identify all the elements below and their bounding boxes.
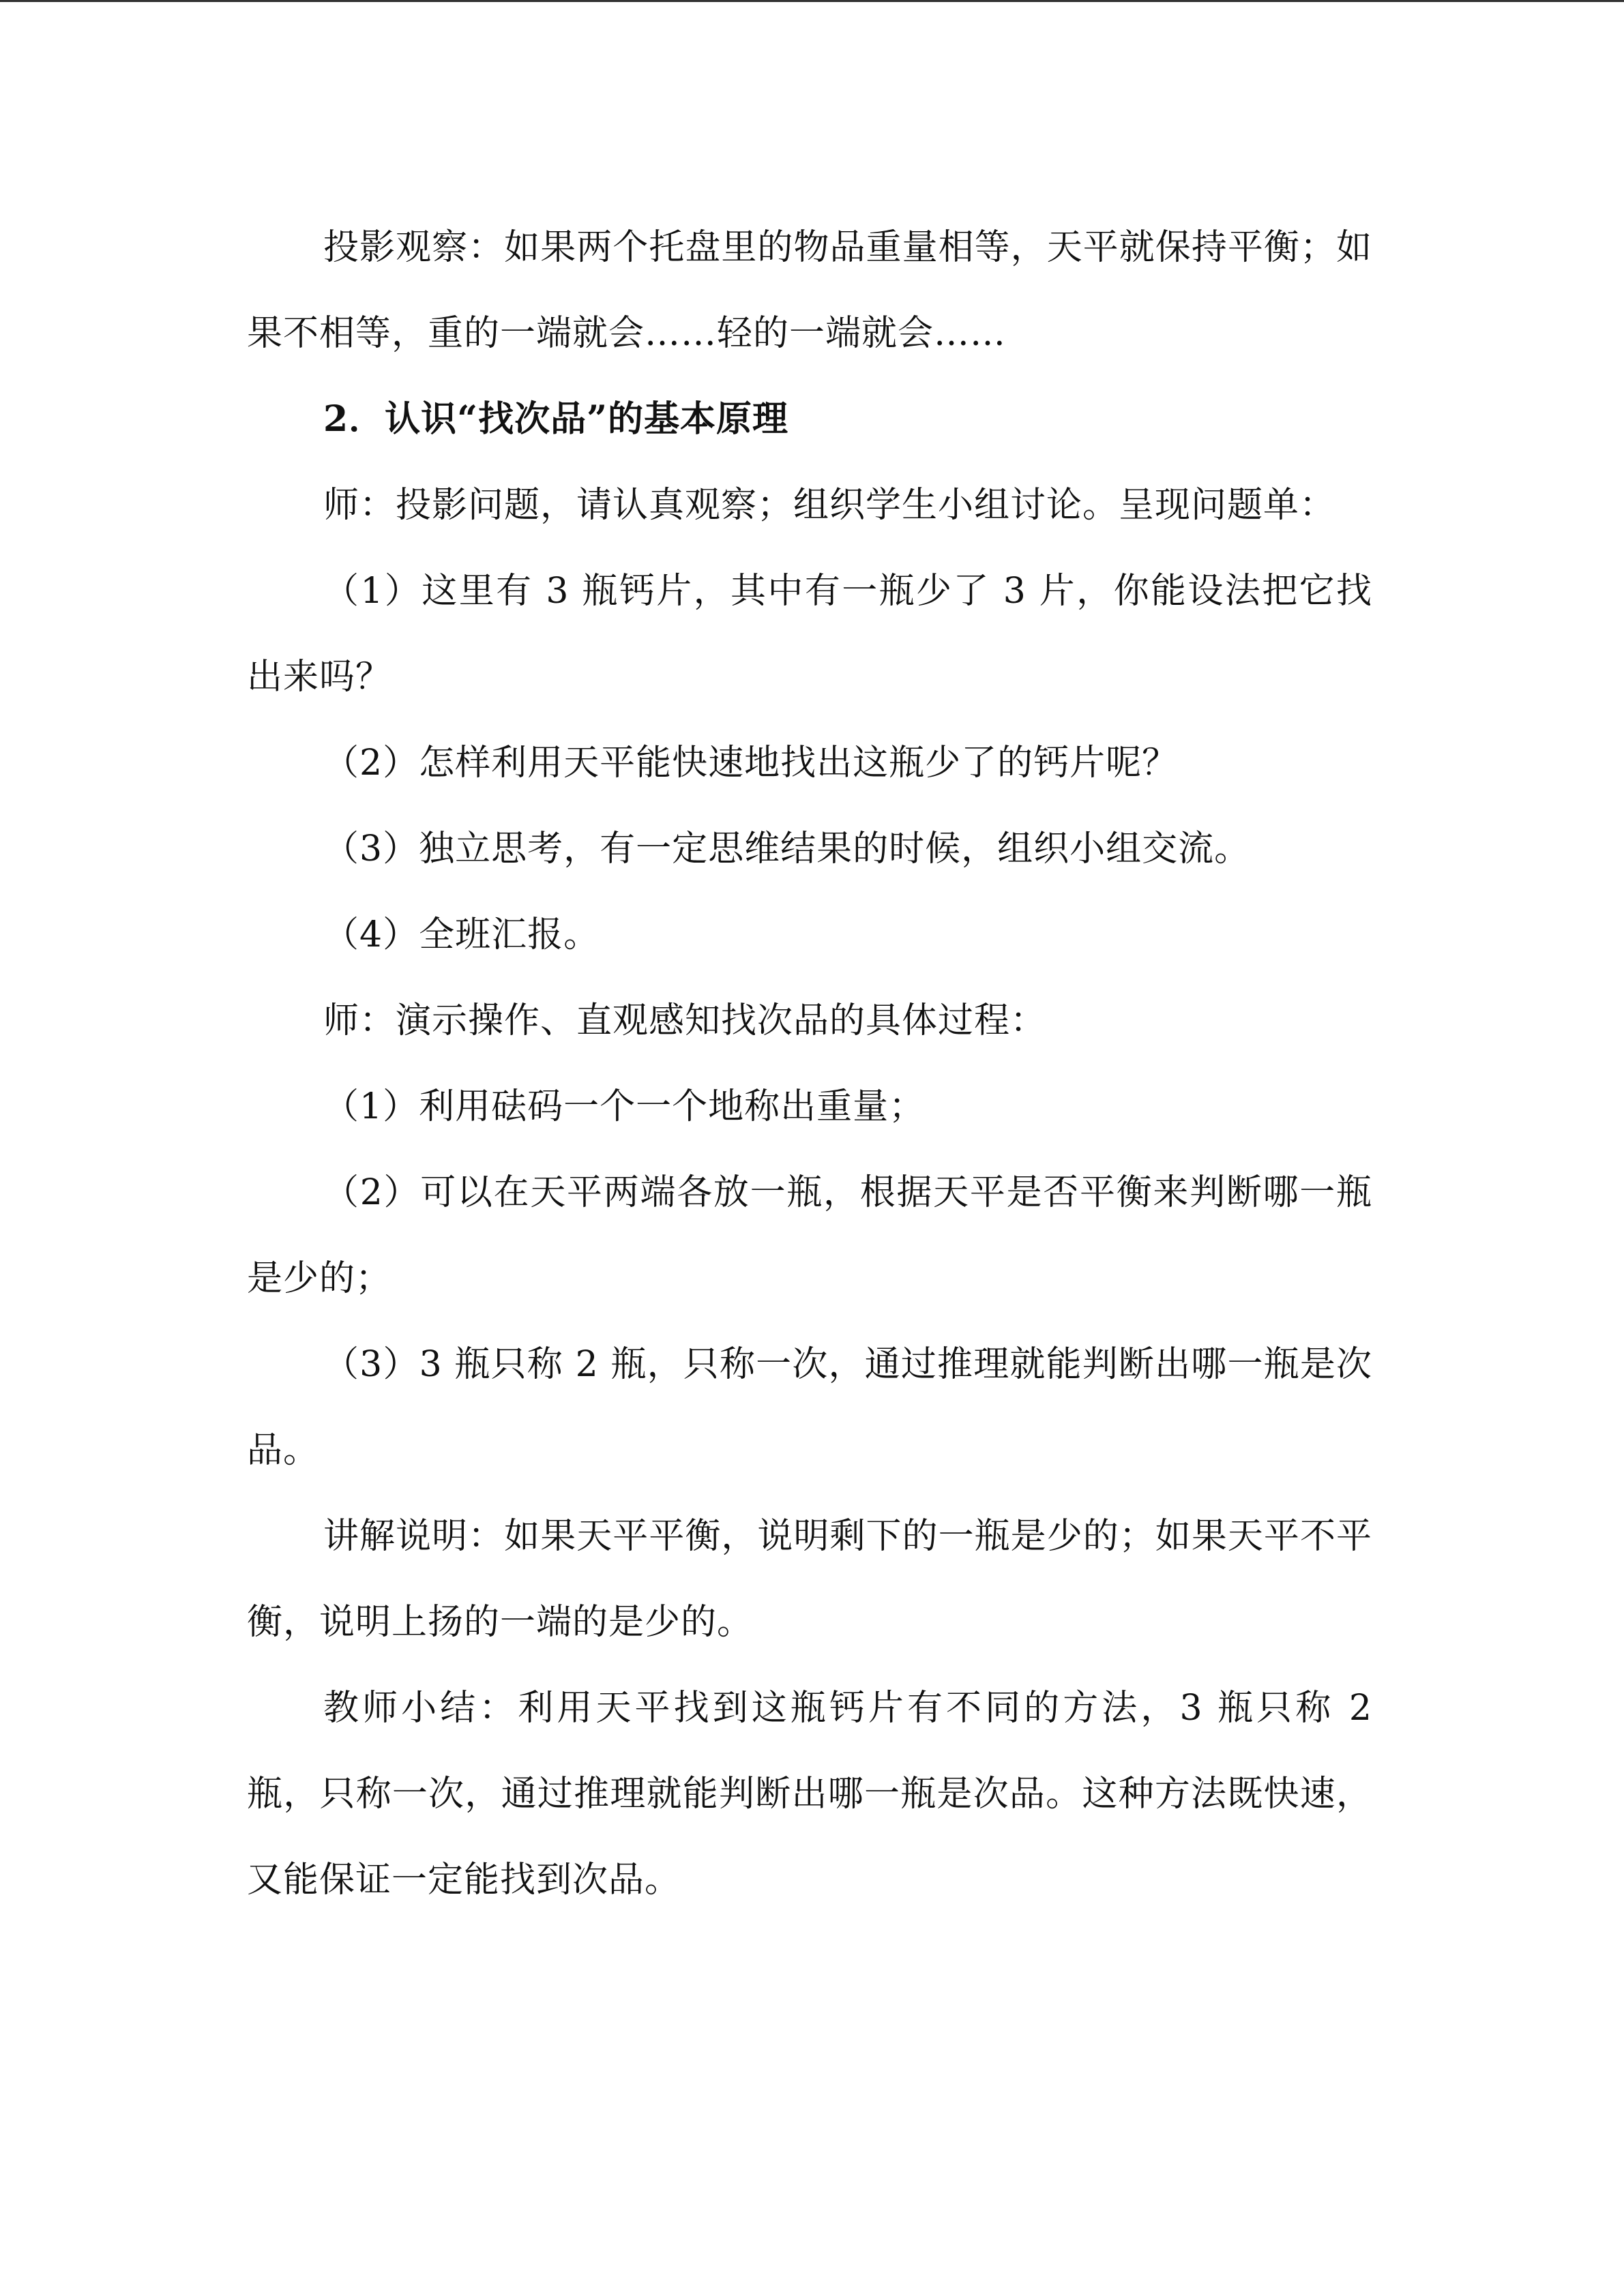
paragraph-teacher-demo: 师：演示操作、直观感知找次品的具体过程： <box>323 1000 1047 1041</box>
paragraph-projection-observation: 投影观察：如果两个托盘里的物品重量相等，天平就保持平衡；如果不相等，重的一端就会……轻的一端就会…… <box>247 227 1372 354</box>
paragraph-teacher-summary: 教师小结：利用天平找到这瓶钙片有不同的方法，3 瓶只称 2 瓶，只称一次，通过推理就能判断出哪一瓶是次品。这种方法既快速，又能保证一定能找到次品。 <box>247 1688 1372 1900</box>
document-page <box>247 205 1372 1923</box>
page-top-border <box>0 0 1624 2</box>
question-item-1: （1）这里有 3 瓶钙片，其中有一瓶少了 3 片，你能设法把它找出来吗？ <box>247 571 1372 698</box>
question-item-3: （3）独立思考，有一定思维结果的时候，组织小组交流。 <box>323 829 1251 869</box>
demo-step-3: （3）3 瓶只称 2 瓶，只称一次，通过推理就能判断出哪一瓶是次品。 <box>247 1344 1372 1471</box>
question-item-4: （4）全班汇报。 <box>323 914 600 955</box>
paragraph-explanation: 讲解说明：如果天平平衡，说明剩下的一瓶是少的；如果天平不平衡，说明上扬的一端的是少的。 <box>247 1516 1372 1643</box>
paragraph-teacher-question: 师：投影问题，请认真观察；组织学生小组讨论。呈现问题单： <box>323 485 1336 526</box>
demo-step-2: （2）可以在天平两端各放一瓶，根据天平是否平衡来判断哪一瓶是少的； <box>247 1172 1372 1299</box>
section-heading: 2．认识“找次品”的基本原理 <box>323 398 789 440</box>
question-item-2: （2）怎样利用天平能快速地找出这瓶少了的钙片呢？ <box>323 743 1179 784</box>
demo-step-1: （1）利用砝码一个一个地称出重量； <box>323 1086 926 1127</box>
